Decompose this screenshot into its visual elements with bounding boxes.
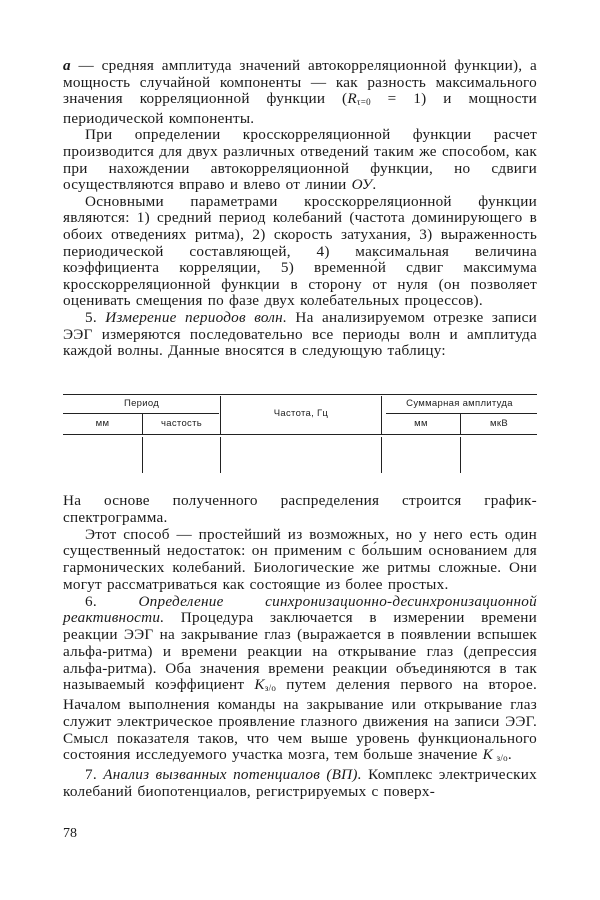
text-run: з/о (493, 753, 508, 764)
header-amplitude-mm: мм (414, 418, 428, 429)
text-run: Комплекс электрических колебаний биопотенциалов, регистрируемых с поверх- (63, 766, 537, 800)
text-run: ОУ (351, 176, 373, 194)
text-run: Основными параметрами кросскорреляционной функции являются: 1) средний период колебаний (частота доминирующего в обоих отведениях ритма), 2) скорость затухания, 3) выраженность периодической составляющей, 4) максимальная величина коэффициента корреляции, 5) временно́й сдвиг максимума кросскорреляционной функции в сторону от нуля (он позволяет оценивать смещения по фазе двух колебательных процессов). (63, 192, 537, 310)
col-divider (381, 437, 382, 473)
header-frequency-hz: Частота, Гц (273, 408, 329, 419)
wave-period-table (63, 394, 537, 474)
header-total-amplitude: Суммарная амплитуда (406, 398, 513, 409)
text-run: Измерение периодов волн. (105, 308, 288, 326)
paragraph (63, 194, 537, 310)
text-run: K (254, 676, 265, 694)
paragraph (63, 594, 537, 768)
body-text-after-table (63, 493, 537, 801)
text-run: При определении кросскорреляционной функции расчет производится для двух различных отведений таким же способом, как при нахождении автокорреляционной функции, но сдвиги осуществляются вправо и влево от линии (63, 126, 537, 194)
col-divider (460, 437, 461, 473)
paragraph (63, 527, 537, 594)
text-run: На основе полученного распределения строится график-спектрограмма. (63, 492, 537, 526)
text-run: Этот способ — простейший из возможных, но у него есть один существенный недостаток: он применим с бо́льшим основанием для гармонических колебаний. Биологические же ритмы сложные. Они могут рассматриваться как состоящие из более простых. (63, 525, 537, 593)
header-period-frequency: частость (161, 418, 202, 429)
paragraph (63, 493, 537, 527)
text-run: 7. (85, 766, 104, 783)
text-run: . (507, 746, 512, 764)
paragraph (63, 767, 537, 801)
paragraph (63, 310, 537, 360)
page-number: 78 (63, 826, 77, 841)
col-divider (220, 437, 221, 473)
text-run: На анализируемом отрезке записи ЭЭГ измеряются последовательно все периоды волн и амплитуда каждой волны. Данные вносятся в следующую таблицу: (63, 308, 537, 360)
text-run: τ=0 (356, 97, 371, 108)
table-header-rule (63, 434, 537, 435)
paragraph (63, 127, 537, 193)
header-amplitude-uv: мкВ (490, 418, 508, 429)
text-run: путем деления первого на второе. Началом выполнения команды на закрывание или открывание глаз служит электрическое проявление глазного движения на записи ЭЭГ. Смысл показателя таков, что чем выше уровень функционального состояния исследуемого участка мозга, тем больше значение (63, 676, 537, 764)
text-run: Определение синхронизационно-десинхронизационной реактивности. (63, 592, 537, 627)
text-run: K (482, 746, 494, 764)
header-period-mm: мм (95, 418, 110, 429)
text-run: = 1) и мощности периодической компоненты. (63, 90, 537, 127)
text-run: . (372, 176, 377, 194)
text-run: — средняя амплитуда значений автокорреляционной функции), а мощность случайной компоненты — как разность максимального значения корреляционной функции ( (63, 57, 537, 108)
body-text-before-table (63, 58, 537, 360)
text-run: з/о (264, 683, 277, 694)
table-top-rule (63, 394, 537, 395)
period-group-rule (63, 413, 219, 414)
text-run: Процедура заключается в измерении времени реакции ЭЭГ на закрывание глаз (выражается в появлении вспышек альфа-ритма) и времени реакции на открывание глаз (депрессия альфа-ритма). Оба значения времени реакции объединяются в так называемый коэффициент (63, 609, 537, 694)
text-run: Анализ вызванных потенциалов (ВП). (103, 766, 362, 783)
text-run: 6. (85, 592, 139, 610)
amplitude-group-rule (386, 413, 537, 414)
col-divider (142, 437, 143, 473)
text-run: 5. (85, 308, 106, 326)
paragraph (63, 58, 537, 127)
header-period: Период (123, 398, 160, 409)
text-run: a (63, 57, 71, 74)
text-run: R (347, 90, 357, 108)
